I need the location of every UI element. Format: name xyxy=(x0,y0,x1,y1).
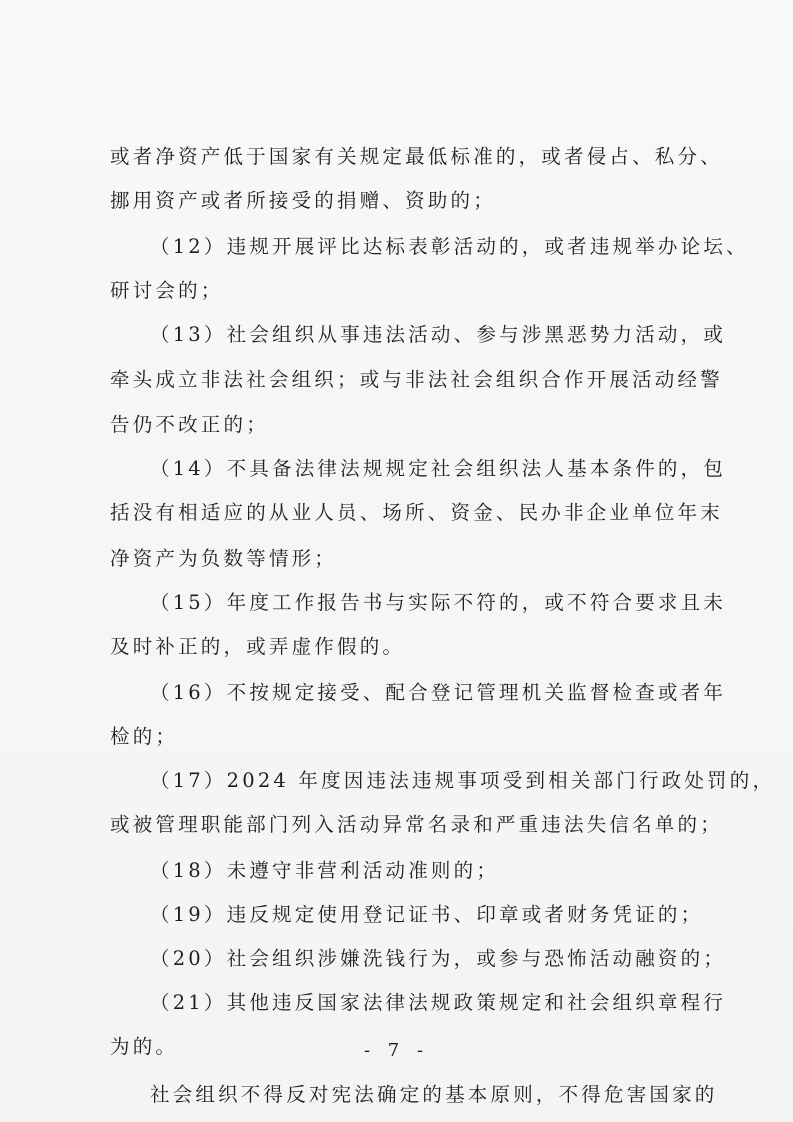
text-line: （19）违反规定使用登记证书、印章或者财务凭证的； xyxy=(150,903,704,926)
text-line: （21）其他违反国家法律法规政策规定和社会组织章程行 xyxy=(150,991,727,1014)
text-line: 为的。 xyxy=(110,1035,179,1058)
text-line: （20）社会组织涉嫌洗钱行为，或参与恐怖活动融资的； xyxy=(150,947,727,970)
text-line: 或被管理职能部门列入活动异常名录和严重违法失信名单的； xyxy=(110,813,723,836)
text-line: （12）违规开展评比达标表彰活动的，或者违规举办论坛、 xyxy=(150,235,749,258)
text-line: 括没有相适应的从业人员、场所、资金、民办非企业单位年末 xyxy=(110,501,723,524)
text-line: 及时补正的，或弄虚作假的。 xyxy=(110,635,406,658)
text-line: （17）2024 年度因违法违规事项受到相关部门行政处罚的， xyxy=(150,769,776,792)
text-line: （14）不具备法律法规规定社会组织法人基本条件的，包 xyxy=(150,457,727,480)
text-line: 社会组织不得反对宪法确定的基本原则，不得危害国家的 xyxy=(150,1083,718,1106)
page-number: - 7 - xyxy=(363,1040,430,1061)
text-line: 研讨会的； xyxy=(110,279,224,302)
text-line: 牵头成立非法社会组织；或与非法社会组织合作开展活动经警 xyxy=(110,368,723,391)
text-line: 检的； xyxy=(110,725,179,748)
text-line: 挪用资产或者所接受的捐赠、资助的； xyxy=(110,189,496,212)
text-line: （18）未遵守非营利活动准则的； xyxy=(150,859,500,882)
text-line: 净资产为负数等情形； xyxy=(110,547,338,570)
text-line: （16）不按规定接受、配合登记管理机关监督检查或者年 xyxy=(150,681,727,704)
text-line: 告仍不改正的； xyxy=(110,413,269,436)
text-line: 或者净资产低于国家有关规定最低标准的，或者侵占、私分、 xyxy=(110,145,723,168)
text-line: （15）年度工作报告书与实际不符的，或不符合要求且未 xyxy=(150,591,727,614)
text-line: （13）社会组织从事违法活动、参与涉黑恶势力活动，或 xyxy=(150,323,727,346)
